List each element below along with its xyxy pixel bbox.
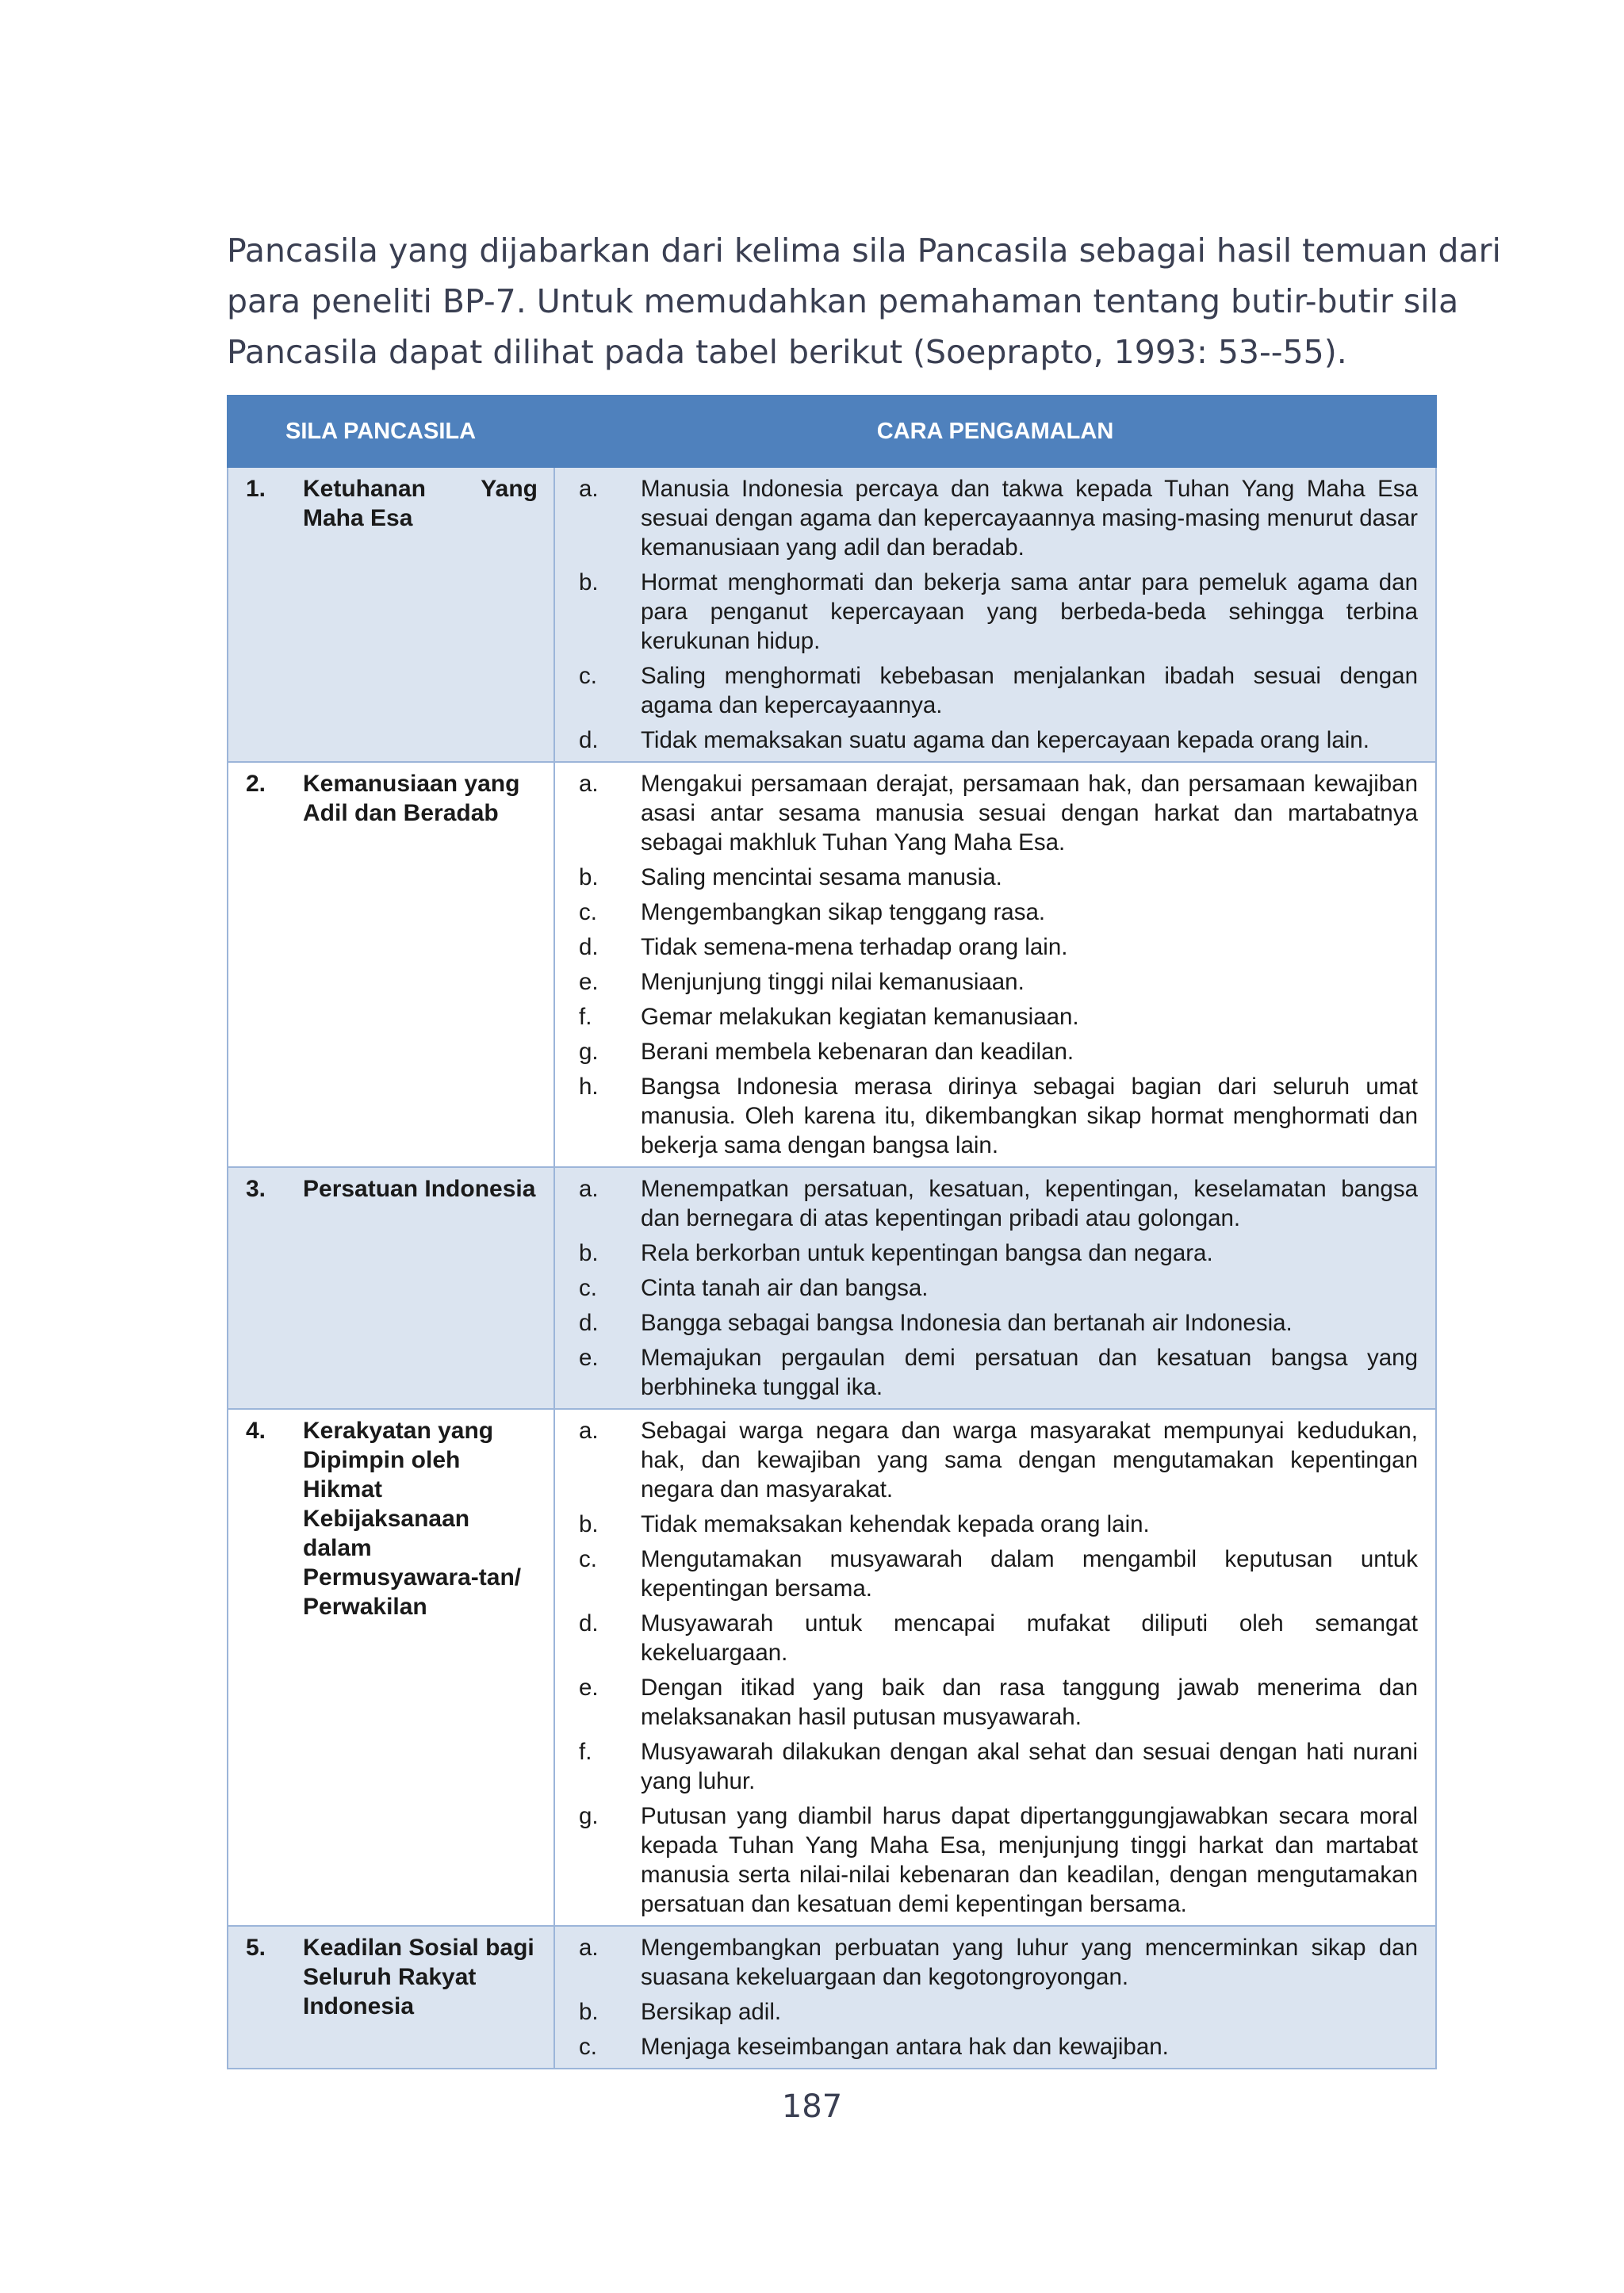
item-letter: b. [579,1240,599,1266]
item-text: Memajukan pergaulan demi persatuan dan kesatuan bangsa yang berbhineka tunggal ika. [641,1345,1418,1400]
item-letter: c. [579,2034,597,2060]
item-text: Mengembangkan sikap tenggang rasa. [641,899,1046,925]
item-letter: g. [579,1039,599,1065]
table-row [228,1167,1436,1409]
item-text: Menempatkan persatuan, kesatuan, kepentingan, keselamatan bangsa dan bernegara di atas kepentingan pribadi atau golongan. [641,1176,1418,1231]
item-letter: d. [579,727,599,753]
item-letter: d. [579,1610,599,1636]
sila-number: 1. [246,476,266,502]
sila-wrapper [228,1168,553,1204]
sila-number: 4. [246,1418,266,1444]
sila-cell [228,1409,554,1926]
sila-wrapper [228,1410,553,1621]
item-text: Menjunjung tinggi nilai kemanusiaan. [641,969,1025,995]
table-row [228,467,1436,762]
pengamalan-cell [554,1926,1436,2069]
pengamalan-item [579,932,1418,962]
pengamalan-item [579,863,1418,892]
item-letter: h. [579,1074,599,1100]
table-row [228,1409,1436,1926]
item-text: Bersikap adil. [641,1999,782,2025]
item-text: Musyawarah untuk mencapai mufakat diliputi oleh semangat kekeluargaan. [641,1610,1418,1666]
sila-wrapper [228,1927,553,2021]
item-letter: d. [579,934,599,960]
pengamalan-list [555,1927,1435,2068]
sila-number: 5. [246,1935,266,1961]
item-text: Hormat menghormati dan bekerja sama antar para pemeluk agama dan para penganut kepercayaan yang berbeda-beda sehingga terbina kerukunan hidup. [641,569,1418,654]
sila-name: Keadilan Sosial bagi Seluruh Rakyat Indonesia [303,1935,534,2019]
item-letter: a. [579,1176,599,1202]
pengamalan-item [579,898,1418,927]
item-text: Musyawarah dilakukan dengan akal sehat dan sesuai dengan hati nurani yang luhur. [641,1739,1418,1794]
pengamalan-item [579,1801,1418,1919]
item-text: Mengembangkan perbuatan yang luhur yang mencerminkan sikap dan suasana kekeluargaan dan kegotongroyongan. [641,1935,1418,1990]
item-letter: a. [579,771,599,797]
item-text: Menjaga keseimbangan antara hak dan kewajiban. [641,2034,1169,2060]
sila-cell [228,467,554,762]
sila-cell [228,1167,554,1409]
item-letter: e. [579,1345,599,1371]
pengamalan-item [579,769,1418,857]
page-number: 187 [781,2088,843,2125]
pengamalan-item [579,1002,1418,1032]
pengamalan-item [579,1737,1418,1796]
pengamalan-item [579,1416,1418,1504]
pengamalan-cell [554,1409,1436,1926]
intro-line: Pancasila yang dijabarkan dari kelima sila Pancasila sebagai hasil temuan dari [227,232,1501,270]
header-sila-pancasila: SILA PANCASILA [228,396,554,467]
sila-wrapper [228,468,553,533]
sila-name: Ketuhanan Yang Maha Esa [303,476,538,531]
item-text: Gemar melakukan kegiatan kemanusiaan. [641,1004,1079,1030]
sila-name: Kerakyatan yang Dipimpin oleh Hikmat Kebijaksanaan dalam Permusyawara-tan/ Perwakilan [303,1418,522,1620]
intro-line: para peneliti BP-7. Untuk memudahkan pemahaman tentang butir-butir sila [227,282,1459,320]
pengamalan-cell [554,1167,1436,1409]
item-text: Berani membela kebenaran dan keadilan. [641,1039,1074,1065]
item-letter: e. [579,969,599,995]
item-text: Saling menghormati kebebasan menjalankan ibadah sesuai dengan agama dan kepercayaannya. [641,663,1418,718]
pengamalan-item [579,568,1418,656]
item-letter: c. [579,1546,597,1572]
item-letter: d. [579,1310,599,1336]
pengamalan-cell [554,467,1436,762]
pengamalan-item [579,1174,1418,1233]
table-body [228,467,1436,2069]
item-text: Bangsa Indonesia merasa dirinya sebagai bagian dari seluruh umat manusia. Oleh karena itu, dikembangkan sikap hormat menghormati dan bekerja sama dengan bangsa lain. [641,1074,1418,1158]
item-letter: c. [579,663,597,689]
pengamalan-item [579,1933,1418,1992]
item-text: Manusia Indonesia percaya dan takwa kepada Tuhan Yang Maha Esa sesuai dengan agama dan kepercayaannya masing-masing menurut dasar kemanusiaan yang adil dan beradab. [641,476,1418,561]
table-header-row [228,396,1436,467]
pengamalan-item [579,1308,1418,1338]
table-row [228,1926,1436,2069]
item-text: Tidak memaksakan suatu agama dan kepercayaan kepada orang lain. [641,727,1369,753]
pengamalan-cell [554,762,1436,1167]
pengamalan-list [555,763,1435,1166]
table-row [228,762,1436,1167]
pengamalan-item [579,1343,1418,1402]
sila-wrapper [228,763,553,828]
pengamalan-item [579,1545,1418,1603]
intro-paragraph [227,225,1501,377]
pengamalan-item [579,474,1418,562]
pengamalan-item [579,1037,1418,1066]
pengamalan-item [579,1673,1418,1732]
item-letter: f. [579,1004,592,1030]
sila-cell [228,1926,554,2069]
sila-cell [228,762,554,1167]
pengamalan-list [555,468,1435,761]
pengamalan-item [579,1238,1418,1268]
item-letter: b. [579,569,599,595]
item-letter: b. [579,864,599,890]
item-text: Tidak memaksakan kehendak kepada orang lain. [641,1511,1150,1537]
item-text: Tidak semena-mena terhadap orang lain. [641,934,1068,960]
item-text: Putusan yang diambil harus dapat dipertanggungjawabkan secara moral kepada Tuhan Yang Maha Esa, menjunjung tinggi harkat dan martabat manusia serta nilai-nilai kebenaran dan keadilan, dengan mengutamakan persatuan dan kesatuan demi kepentingan bersama. [641,1803,1418,1917]
table-header [228,396,1436,467]
intro-line: Pancasila dapat dilihat pada tabel berikut (Soeprapto, 1993: 53--55). [227,333,1347,371]
item-letter: g. [579,1803,599,1829]
item-letter: c. [579,1275,597,1301]
sila-name: Persatuan Indonesia [303,1176,536,1202]
sila-number: 3. [246,1176,266,1202]
item-letter: b. [579,1999,599,2025]
item-letter: a. [579,476,599,502]
item-text: Mengakui persamaan derajat, persamaan hak, dan persamaan kewajiban asasi antar sesama manusia sesuai dengan harkat dan martabatnya sebagai makhluk Tuhan Yang Maha Esa. [641,771,1418,856]
item-letter: e. [579,1675,599,1701]
pengamalan-item [579,1609,1418,1667]
item-letter: c. [579,899,597,925]
item-text: Rela berkorban untuk kepentingan bangsa dan negara. [641,1240,1213,1266]
pengamalan-list [555,1168,1435,1408]
item-text: Sebagai warga negara dan warga masyarakat mempunyai kedudukan, hak, dan kewajiban yang sama dengan mengutamakan kepentingan negara dan masyarakat. [641,1418,1418,1503]
pengamalan-item [579,661,1418,720]
item-text: Bangga sebagai bangsa Indonesia dan bertanah air Indonesia. [641,1310,1293,1336]
item-letter: a. [579,1935,599,1961]
header-cara-pengamalan: CARA PENGAMALAN [554,396,1436,467]
item-text: Saling mencintai sesama manusia. [641,864,1002,890]
item-letter: b. [579,1511,599,1537]
sila-name: Kemanusiaan yang Adil dan Beradab [303,771,520,826]
item-text: Mengutamakan musyawarah dalam mengambil keputusan untuk kepentingan bersama. [641,1546,1418,1602]
pengamalan-item [579,2032,1418,2061]
pengamalan-list [555,1410,1435,1925]
item-text: Cinta tanah air dan bangsa. [641,1275,929,1301]
pengamalan-item [579,1072,1418,1160]
pengamalan-item [579,1510,1418,1539]
pengamalan-item [579,967,1418,997]
item-text: Dengan itikad yang baik dan rasa tanggung jawab menerima dan melaksanakan hasil putusan musyawarah. [641,1675,1418,1730]
pengamalan-item [579,1273,1418,1303]
sila-number: 2. [246,771,266,797]
pengamalan-item [579,1997,1418,2027]
item-letter: a. [579,1418,599,1444]
pancasila-table [227,395,1437,2069]
pengamalan-item [579,725,1418,755]
item-letter: f. [579,1739,592,1765]
